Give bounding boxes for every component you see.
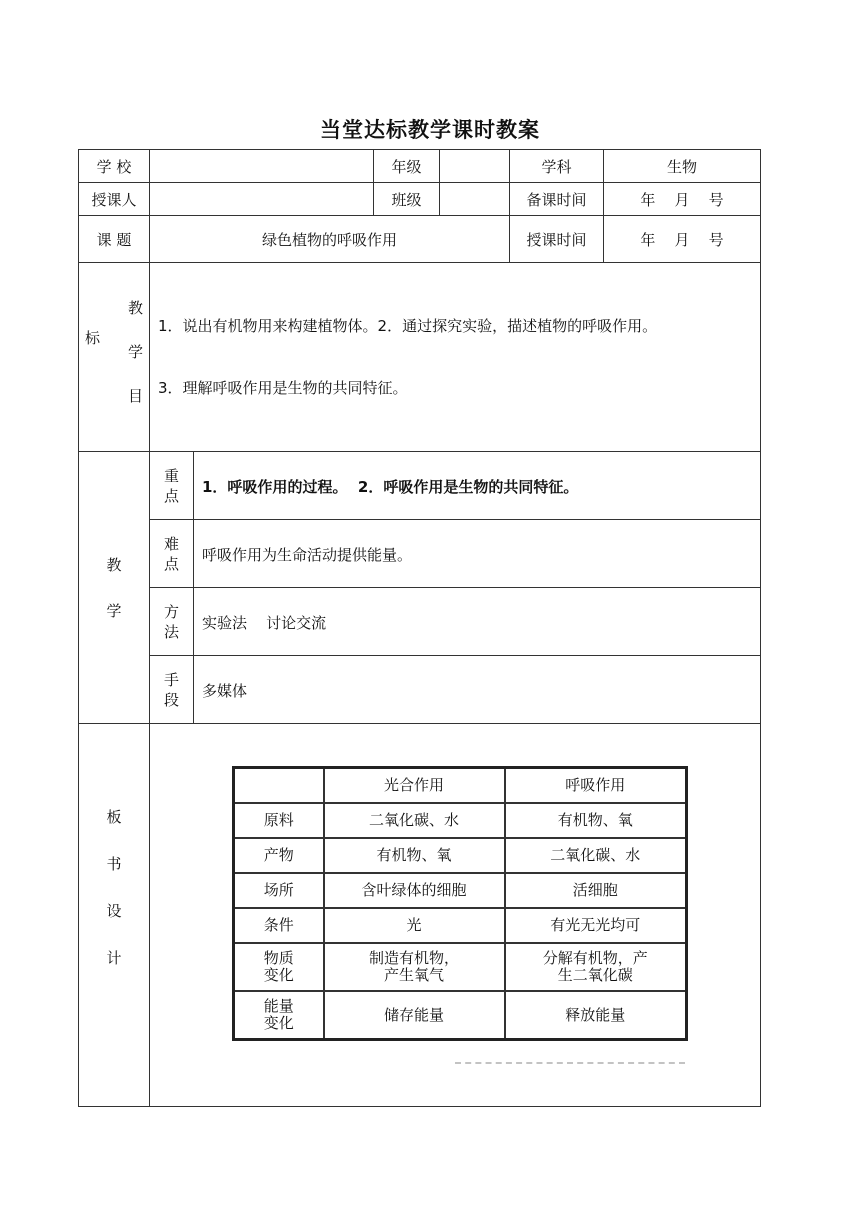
- board-cell-respiration: 释放能量: [505, 991, 687, 1040]
- board-cell-respiration: 二氧化碳、水: [505, 838, 687, 873]
- grade-value: [440, 150, 510, 183]
- board-label-char-1: 板: [106, 808, 122, 826]
- teaching-row-difficulty: [79, 520, 761, 588]
- page-title: 当堂达标教学课时教案: [320, 118, 540, 142]
- board-row-materials: [234, 803, 687, 838]
- board-comparison-table: [232, 766, 688, 1041]
- board-header-row: [234, 768, 687, 804]
- board-cell-photosynthesis: 含叶绿体的细胞: [324, 873, 505, 908]
- objectives-label-char-2: 标: [85, 329, 101, 347]
- teaching-row-key: [79, 452, 761, 520]
- method-label: 方法: [150, 588, 194, 656]
- board-cell-photosynthesis: 二氧化碳、水: [324, 803, 505, 838]
- difficulty-text: 呼吸作用为生命活动提供能量。: [194, 520, 761, 588]
- board-cell-photosynthesis: 有机物、氧: [324, 838, 505, 873]
- prep-time-value: 年 月 号: [604, 183, 761, 216]
- method-text: 实验法 讨论交流: [194, 588, 761, 656]
- board-row-label: 原料: [234, 803, 324, 838]
- board-cell-respiration: 活细胞: [505, 873, 687, 908]
- board-row-label: 产物: [234, 838, 324, 873]
- grade-label: 年级: [374, 150, 440, 183]
- board-row-label: 条件: [234, 908, 324, 943]
- class-label: 班级: [374, 183, 440, 216]
- difficulty-label: 难点: [150, 520, 194, 588]
- board-row-products: [234, 838, 687, 873]
- school-value: [150, 150, 374, 183]
- board-label-char-4: 计: [106, 949, 122, 967]
- objectives-label: [79, 263, 150, 452]
- key-points-label: 重点: [150, 452, 194, 520]
- objective-line-1: 1．说出有机物用来构建植物体。2．通过探究实验，描述植物的呼吸作用。: [158, 317, 658, 335]
- board-header-respiration: 呼吸作用: [505, 768, 687, 804]
- board-header-blank: [234, 768, 324, 804]
- board-cell-respiration: 有机物、氧: [505, 803, 687, 838]
- school-label: 学 校: [79, 150, 150, 183]
- teaching-row-method: [79, 588, 761, 656]
- teach-time-value: 年 月 号: [604, 216, 761, 263]
- board-header-photosynthesis: 光合作用: [324, 768, 505, 804]
- teaching-label-char-2: 学: [106, 601, 122, 620]
- board-row-energy-change: [234, 991, 687, 1040]
- board-label: [79, 724, 150, 1107]
- means-label: 手段: [150, 656, 194, 724]
- header-row-teacher: [79, 183, 761, 216]
- means-text: 多媒体: [194, 656, 761, 724]
- lesson-plan-table: [78, 149, 761, 1107]
- board-row: [79, 724, 761, 1107]
- header-row-topic: [79, 216, 761, 263]
- board-design-cell: [150, 724, 761, 1107]
- objectives-label-char-1: 教: [127, 299, 143, 317]
- topic-label: 课 题: [79, 216, 150, 263]
- board-cell-photosynthesis: 储存能量: [324, 991, 505, 1040]
- key-points-text: 1．呼吸作用的过程。 2．呼吸作用是生物的共同特征。: [194, 452, 761, 520]
- board-cell-photosynthesis: 光: [324, 908, 505, 943]
- class-value: [440, 183, 510, 216]
- prep-time-label: 备课时间: [510, 183, 604, 216]
- teacher-value: [150, 183, 374, 216]
- teaching-label: [79, 452, 150, 724]
- board-row-location: [234, 873, 687, 908]
- board-cell-respiration: 分解有机物，产生二氧化碳: [505, 943, 687, 991]
- board-row-label: 能量变化: [234, 991, 324, 1040]
- objective-line-2: 3．理解呼吸作用是生物的共同特征。: [158, 379, 408, 397]
- objectives-row: [79, 263, 761, 452]
- board-cell-photosynthesis: 制造有机物，产生氧气: [324, 943, 505, 991]
- board-row-label: 物质变化: [234, 943, 324, 991]
- teaching-row-means: [79, 656, 761, 724]
- objectives-text: [150, 263, 761, 452]
- teach-time-label: 授课时间: [510, 216, 604, 263]
- board-label-char-2: 书: [106, 855, 122, 873]
- subject-label: 学科: [510, 150, 604, 183]
- board-cell-respiration: 有光无光均可: [505, 908, 687, 943]
- subject-value: 生物: [604, 150, 761, 183]
- board-label-char-3: 设: [106, 902, 122, 920]
- objectives-label-char-4: 目: [127, 387, 143, 405]
- header-row-school: [79, 150, 761, 183]
- teaching-label-char-1: 教: [106, 555, 122, 574]
- board-row-label: 场所: [234, 873, 324, 908]
- teacher-label: 授课人: [79, 183, 150, 216]
- objectives-label-char-3: 学: [127, 343, 143, 361]
- scan-artifact: [455, 1062, 685, 1072]
- board-row-conditions: [234, 908, 687, 943]
- topic-value: 绿色植物的呼吸作用: [150, 216, 510, 263]
- board-row-matter-change: [234, 943, 687, 991]
